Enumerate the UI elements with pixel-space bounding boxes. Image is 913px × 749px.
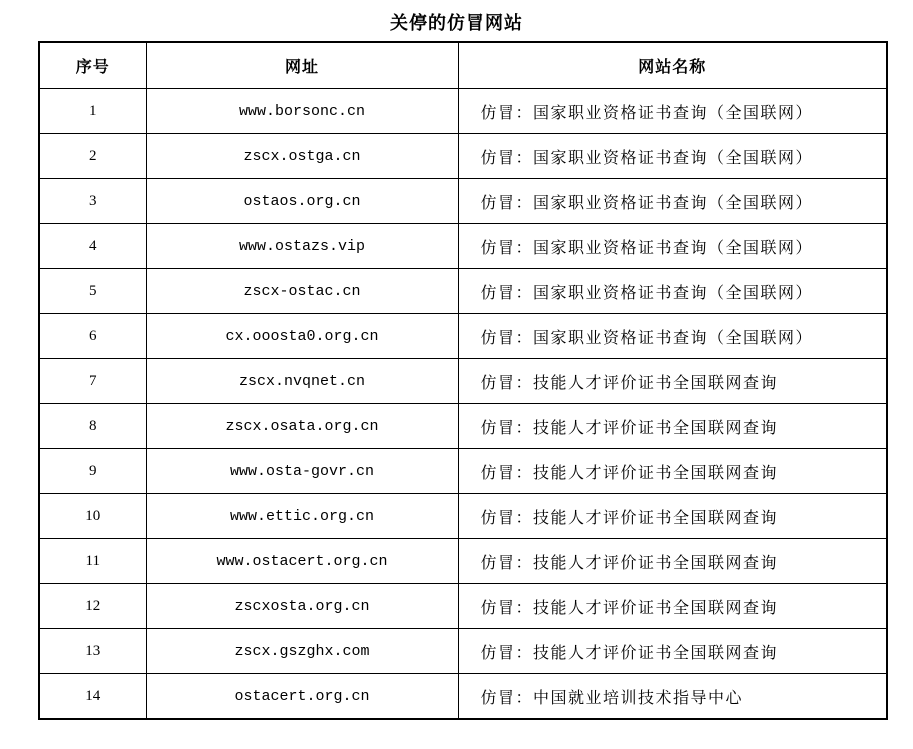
row-url: www.ostacert.org.cn <box>146 539 458 584</box>
row-site-name: 仿冒：国家职业资格证书查询（全国联网） <box>458 134 887 179</box>
table-body <box>39 89 887 720</box>
row-number: 11 <box>39 539 146 584</box>
row-url: www.borsonc.cn <box>146 89 458 134</box>
row-number: 7 <box>39 359 146 404</box>
table-row <box>39 449 887 494</box>
row-number: 14 <box>39 674 146 720</box>
row-site-name: 仿冒：技能人才评价证书全国联网查询 <box>458 539 887 584</box>
header-url: 网址 <box>146 42 458 89</box>
header-row <box>39 42 887 89</box>
row-number: 1 <box>39 89 146 134</box>
row-site-name: 仿冒：技能人才评价证书全国联网查询 <box>458 584 887 629</box>
row-site-name: 仿冒：技能人才评价证书全国联网查询 <box>458 404 887 449</box>
row-url: ostaos.org.cn <box>146 179 458 224</box>
row-url: zscx.nvqnet.cn <box>146 359 458 404</box>
header-serial-number: 序号 <box>39 42 146 89</box>
table-row <box>39 494 887 539</box>
row-url: cx.ooosta0.org.cn <box>146 314 458 359</box>
row-site-name: 仿冒：国家职业资格证书查询（全国联网） <box>458 179 887 224</box>
table-row <box>39 359 887 404</box>
table-header <box>39 42 887 89</box>
row-url: www.ostazs.vip <box>146 224 458 269</box>
row-number: 3 <box>39 179 146 224</box>
row-number: 6 <box>39 314 146 359</box>
row-url: www.osta-govr.cn <box>146 449 458 494</box>
table-row <box>39 584 887 629</box>
fake-websites-table <box>38 41 888 720</box>
row-site-name: 仿冒：技能人才评价证书全国联网查询 <box>458 629 887 674</box>
table-row <box>39 674 887 720</box>
row-number: 13 <box>39 629 146 674</box>
row-site-name: 仿冒：国家职业资格证书查询（全国联网） <box>458 314 887 359</box>
row-number: 12 <box>39 584 146 629</box>
row-number: 8 <box>39 404 146 449</box>
row-url: zscx-ostac.cn <box>146 269 458 314</box>
table-row <box>39 269 887 314</box>
page-title: 关停的仿冒网站 <box>390 13 523 33</box>
row-number: 9 <box>39 449 146 494</box>
row-number: 2 <box>39 134 146 179</box>
row-site-name: 仿冒：技能人才评价证书全国联网查询 <box>458 449 887 494</box>
table-row <box>39 134 887 179</box>
table-row <box>39 224 887 269</box>
row-url: ostacert.org.cn <box>146 674 458 720</box>
row-number: 10 <box>39 494 146 539</box>
table-row <box>39 89 887 134</box>
row-site-name: 仿冒：技能人才评价证书全国联网查询 <box>458 494 887 539</box>
table-row <box>39 404 887 449</box>
row-url: zscx.osata.org.cn <box>146 404 458 449</box>
table-row <box>39 314 887 359</box>
header-site-name: 网站名称 <box>458 42 887 89</box>
row-number: 4 <box>39 224 146 269</box>
row-site-name: 仿冒：国家职业资格证书查询（全国联网） <box>458 89 887 134</box>
row-number: 5 <box>39 269 146 314</box>
row-site-name: 仿冒：国家职业资格证书查询（全国联网） <box>458 224 887 269</box>
table-row <box>39 629 887 674</box>
row-site-name: 仿冒：国家职业资格证书查询（全国联网） <box>458 269 887 314</box>
row-url: www.ettic.org.cn <box>146 494 458 539</box>
row-url: zscxosta.org.cn <box>146 584 458 629</box>
table-row <box>39 179 887 224</box>
row-url: zscx.ostga.cn <box>146 134 458 179</box>
table-row <box>39 539 887 584</box>
row-site-name: 仿冒：中国就业培训技术指导中心 <box>458 674 887 720</box>
row-url: zscx.gszghx.com <box>146 629 458 674</box>
row-site-name: 仿冒：技能人才评价证书全国联网查询 <box>458 359 887 404</box>
